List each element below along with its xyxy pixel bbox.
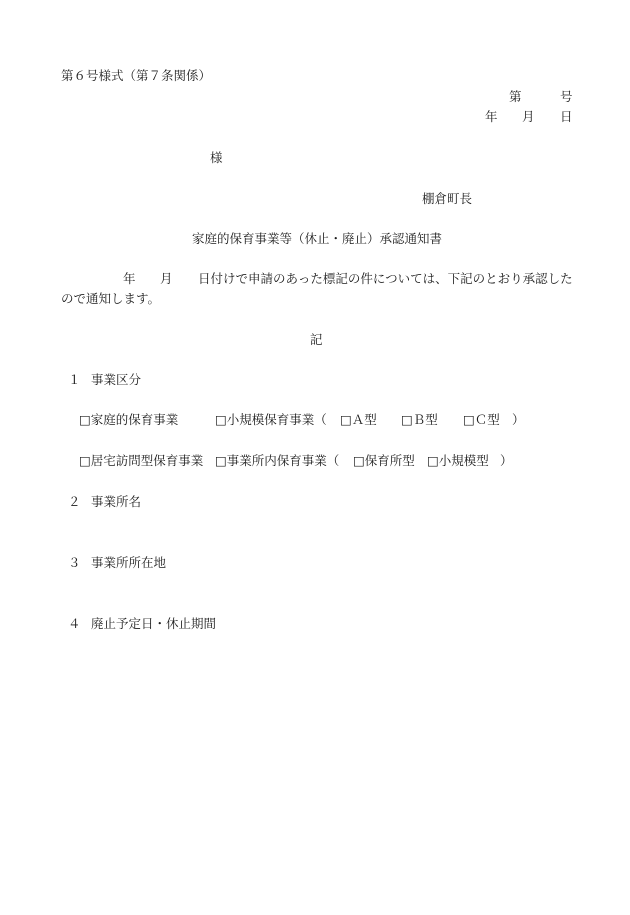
date-month: 月 xyxy=(522,109,535,124)
body-line2: ので通知します。 xyxy=(61,291,161,306)
option-type-b[interactable]: □Ｂ型 xyxy=(401,412,438,427)
option-type-a[interactable]: □Ａ型 xyxy=(340,412,377,427)
option-kyotaku-houmon[interactable]: □居宅訪問型保育事業 xyxy=(79,453,204,468)
option-kateiteki-hoiku[interactable]: □家庭的保育事業 xyxy=(79,412,179,427)
body-month: 月 xyxy=(160,271,173,286)
option-type-c[interactable]: □Ｃ型 xyxy=(463,412,500,427)
body-line1: 日付けで申請のあった標記の件については、下記のとおり承認した xyxy=(198,271,573,286)
item3-label: 事業所所在地 xyxy=(91,555,167,570)
date-year: 年 xyxy=(485,109,498,124)
option-row2-close: ） xyxy=(500,453,513,468)
issuer-name: 棚倉町長 xyxy=(422,191,473,206)
item4-number: ４ xyxy=(68,616,81,631)
item1-label: 事業区分 xyxy=(91,372,142,387)
item4-label: 廃止予定日・休止期間 xyxy=(91,616,217,631)
date-day: 日 xyxy=(560,109,573,124)
item2-number: ２ xyxy=(68,494,81,509)
item1-number: １ xyxy=(68,372,81,387)
form-label: 第６号様式（第７条関係） xyxy=(61,68,212,83)
option-row1-close: ） xyxy=(512,412,525,427)
recipient-honorific: 様 xyxy=(210,150,223,165)
body-year: 年 xyxy=(123,271,136,286)
document-title: 家庭的保育事業等（休止・廃止）承認通知書 xyxy=(192,231,443,246)
ki-label: 記 xyxy=(310,332,323,347)
option-shokibo-gata[interactable]: □小規模型 xyxy=(427,453,489,468)
option-shokibo-hoiku[interactable]: □小規模保育事業（ xyxy=(215,412,327,427)
option-hoikusho-gata[interactable]: □保育所型 xyxy=(353,453,415,468)
doc-number-suffix: 号 xyxy=(560,89,573,104)
item3-number: ３ xyxy=(68,555,81,570)
item2-label: 事業所名 xyxy=(91,494,142,509)
option-jigyoshonai-hoiku[interactable]: □事業所内保育事業（ xyxy=(215,453,340,468)
doc-number-prefix: 第 xyxy=(509,89,522,104)
